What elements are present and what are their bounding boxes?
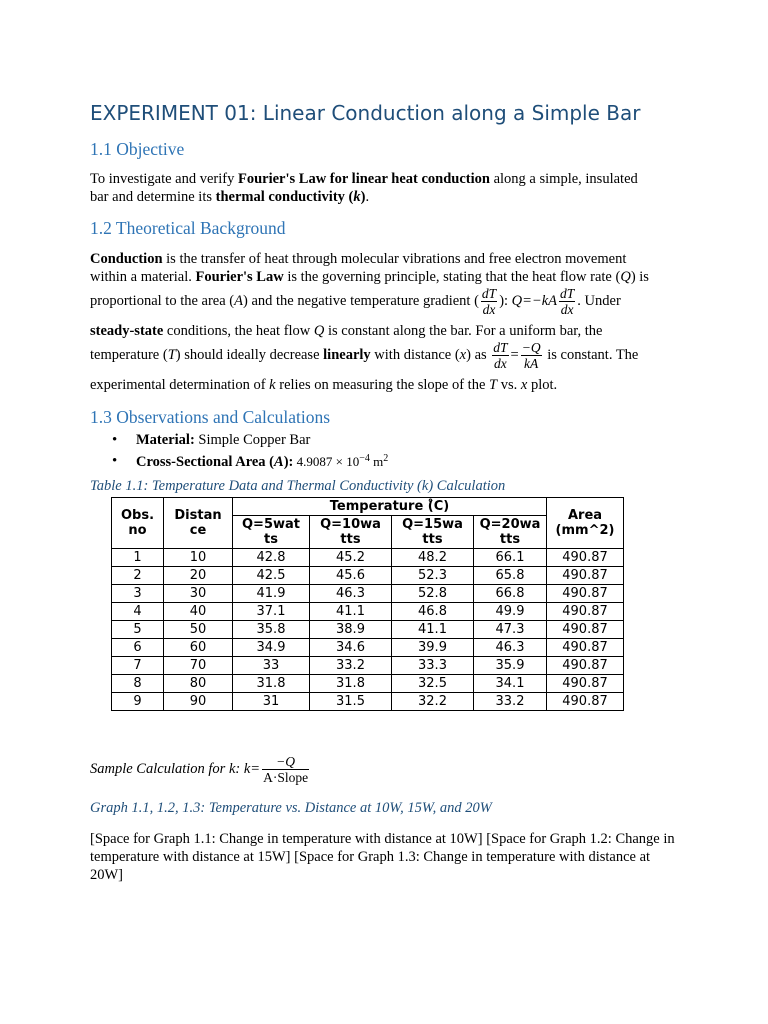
objective-line-2: bar and determine its thermal conductivity (k). [90, 189, 370, 205]
column-header-area: Area (mm^2) [547, 498, 624, 549]
table-row: 3 30 41.9 46.3 52.8 66.8 490.87 [112, 585, 624, 603]
theory-line-1: Conduction is the transfer of heat through molecular vibrations and free electron movement [90, 251, 627, 267]
fraction-dT-dx: $\frac{dT}{dx}$ [481, 286, 497, 317]
table-row: 2 20 42.5 45.6 52.3 65.8 490.87 [112, 567, 624, 585]
fraction-Q-kA: $\frac{-Q}{kA}$ [521, 340, 541, 371]
theory-line-3: proportional to the area (A) and the negative temperature gradient ( $\frac{dT}{dx}$ ): Q=−kA $\frac{dT}{dx}$ . Under [90, 286, 621, 317]
table-caption: Table 1.1: Temperature Data and Thermal Conductivity (k) Calculation [90, 478, 506, 494]
table-row: 6 60 34.9 34.6 39.9 46.3 490.87 [112, 639, 624, 657]
column-header-q5: Q=5wat ts [233, 516, 310, 549]
sample-calculation: Sample Calculation for k: k= $\frac{-Q}{\text{A·Slope}}$ [90, 754, 309, 785]
table-row: 9 90 31 31.5 32.2 33.2 490.87 [112, 693, 624, 711]
table-row: 1 10 42.8 45.2 48.2 66.1 490.87 [112, 549, 624, 567]
theory-line-5: temperature (T) should ideally decrease linearly with distance (x) as $\frac{dT}{dx}$ = $\frac{-Q}{kA}$ is constant. The [90, 340, 639, 371]
observations-heading: 1.3 Observations and Calculations [90, 407, 331, 427]
theory-heading: 1.2 Theoretical Background [90, 218, 286, 238]
objective-heading: 1.1 Objective [90, 139, 185, 159]
graph-placeholder-text: [Space for Graph 1.1: Change in temperature with distance at 10W] [Space for Graph 1.2: Change in temperature with distance at 15W] [Space for Graph 1.3: Change in temperature with distance at 20W] [90, 831, 675, 883]
column-header-distance: Distan ce [164, 498, 233, 549]
column-header-q20: Q=20wa tts [474, 516, 547, 549]
fraction-dT-dx-2: $\frac{dT}{dx}$ [560, 286, 575, 317]
temperature-data-table [111, 497, 624, 711]
table-row: 8 80 31.8 31.8 32.5 34.1 490.87 [112, 675, 624, 693]
fraction-k: $\frac{-Q}{\text{A·Slope}}$ [263, 754, 309, 785]
fraction-dT-dx-3: $\frac{dT}{dx}$ [493, 340, 508, 371]
theory-line-4: steady-state conditions, the heat flow Q is constant along the bar. For a uniform bar, the [90, 323, 603, 339]
column-header-temperature: Temperature (̊C) [233, 498, 547, 516]
list-item-area: • Cross-Sectional Area (A): $4.9087 \times 10^{-4}$ $m^2$ [90, 451, 388, 473]
theory-line-2: within a material. Fourier's Law is the governing principle, stating that the heat flow rate (Q) is [90, 269, 649, 285]
column-header-obs: Obs. no [112, 498, 164, 549]
objective-line-1: To investigate and verify Fourier's Law for linear heat conduction along a simple, insulated [90, 171, 638, 187]
page-title: EXPERIMENT 01: Linear Conduction along a Simple Bar [90, 101, 641, 125]
table-row: 4 40 37.1 41.1 46.8 49.9 490.87 [112, 603, 624, 621]
table-row: 7 70 33 33.2 33.3 35.9 490.87 [112, 657, 624, 675]
theory-line-6: experimental determination of k relies on measuring the slope of the T vs. x plot. [90, 377, 558, 393]
list-item-material: • Material: Simple Copper Bar [90, 430, 388, 451]
column-header-q15: Q=15wa tts [392, 516, 474, 549]
column-header-q10: Q=10wa tts [310, 516, 392, 549]
observations-list [90, 430, 388, 473]
table-row: 5 50 35.8 38.9 41.1 47.3 490.87 [112, 621, 624, 639]
graph-caption: Graph 1.1, 1.2, 1.3: Temperature vs. Distance at 10W, 15W, and 20W [90, 800, 492, 816]
